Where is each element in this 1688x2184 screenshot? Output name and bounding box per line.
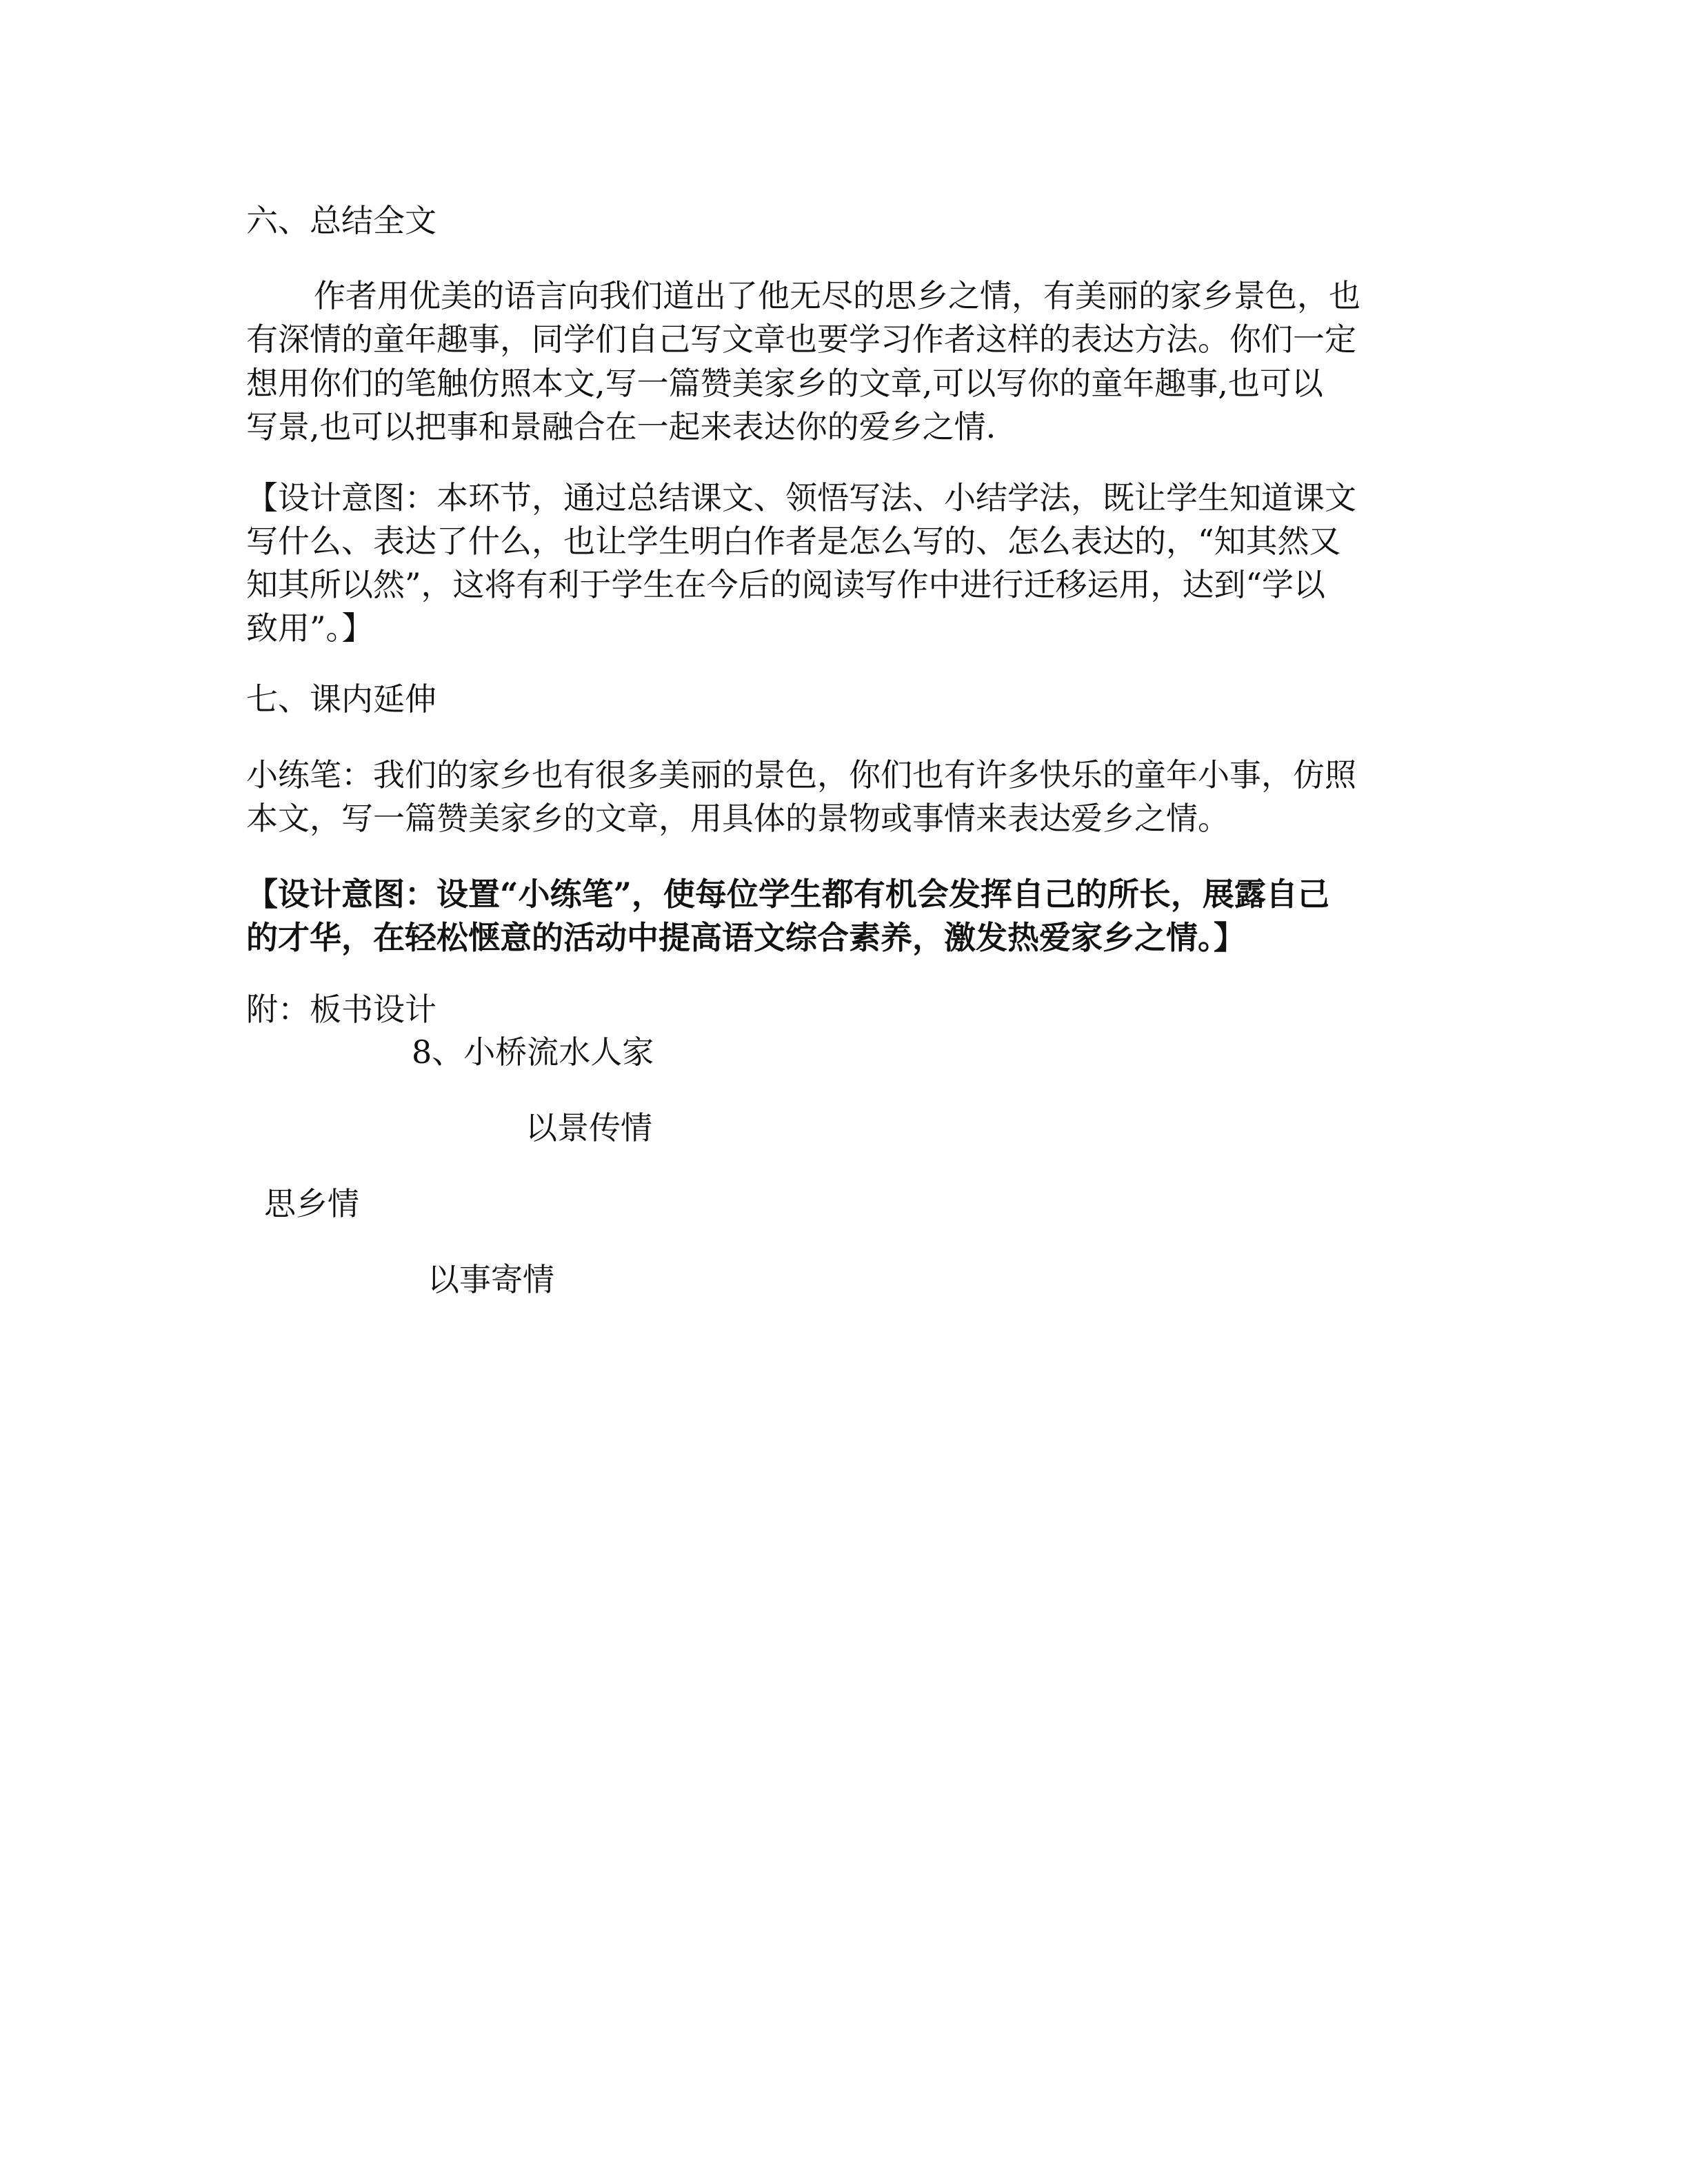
section-seven-heading: 七、课内延伸 [246,680,436,718]
summary-paragraph-line: 有深情的童年趣事，同学们自己写文章也要学习作者这样的表达方法。你们一定 [246,321,1356,358]
design-intent-bold-line: 的才华，在轻松惬意的活动中提高语文综合素养，激发热爱家乡之情。】 [246,919,1245,956]
design-intent-bold-line: 【设计意图：设置“小练笔”，使每位学生都有机会发挥自己的所长，展露自己 [246,876,1329,913]
design-intent-line: 致用”。】 [246,609,374,647]
blackboard-heading: 附：板书设计 [246,991,436,1028]
design-intent-line: 【设计意图：本环节，通过总结课文、领悟写法、小结学法，既让学生知道课文 [246,479,1356,516]
blackboard-branch-event: 以事寄情 [428,1261,554,1298]
exercise-line: 本文，写一篇赞美家乡的文章，用具体的景物或事情来表达爱乡之情。 [246,800,1229,837]
design-intent-line: 写什么、表达了什么，也让学生明白作者是怎么写的、怎么表达的，“知其然又 [246,523,1341,560]
summary-paragraph-line: 想用你们的笔触仿照本文,写一篇赞美家乡的文章,可以写你的童年趣事,也可以 [246,365,1323,402]
section-six-heading: 六、总结全文 [246,202,436,239]
summary-paragraph-line: 写景,也可以把事和景融合在一起来表达你的爱乡之情. [246,408,996,445]
blackboard-center: 思乡情 [264,1185,359,1222]
blackboard-branch-scene: 以景传情 [525,1109,652,1146]
exercise-line: 小练笔：我们的家乡也有很多美丽的景色，你们也有许多快乐的童年小事，仿照 [246,756,1356,793]
blackboard-title: 8、小桥流水人家 [412,1033,654,1071]
design-intent-line: 知其所以然”，这将有利于学生在今后的阅读写作中进行迁移运用，达到“学以 [246,566,1326,603]
summary-paragraph-line: 作者用优美的语言向我们道出了他无尽的思乡之情，有美丽的家乡景色，也 [314,277,1360,314]
